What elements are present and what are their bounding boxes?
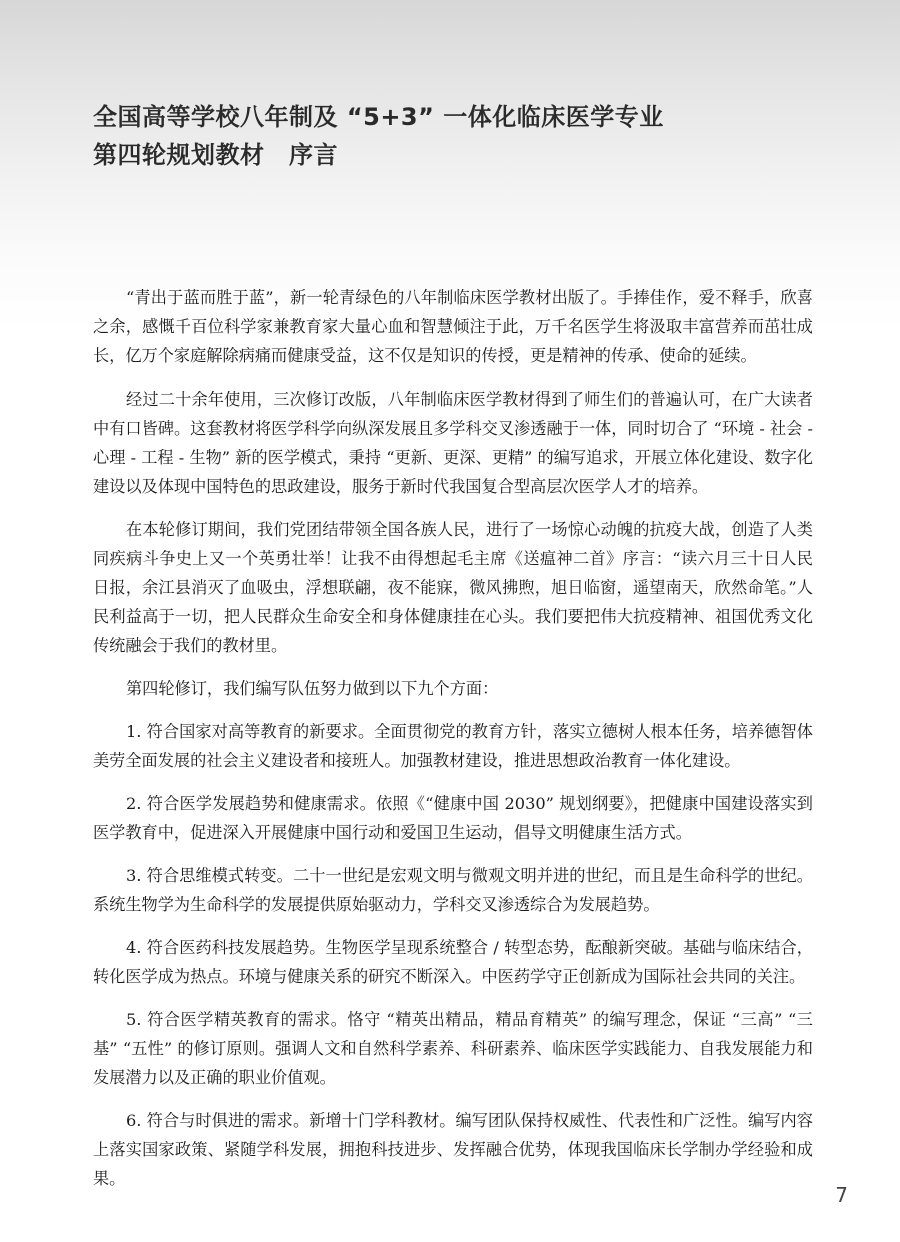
preface-body <box>93 283 813 1207</box>
preface-header <box>93 98 853 174</box>
page-title-line-2: 第四轮规划教材 序言 <box>93 141 338 169</box>
paragraph-aspects-lead: 第四轮修订，我们编写队伍努力做到以下九个方面： <box>126 679 499 698</box>
list-item-4: 4. 符合医药科技发展趋势。生物医学呈现系统整合 / 转型态势，酝酿新突破。基础与临床结合，转化医学成为热点。环境与健康关系的研究不断深入。中医药学守正创新成为国际社会共同的关注。 <box>93 938 813 986</box>
list-item-3: 3. 符合思维模式转变。二十一世纪是宏观文明与微观文明并进的世纪，而且是生命科学的世纪。系统生物学为生命科学的发展提供原始驱动力，学科交叉渗透综合为发展趋势。 <box>93 866 813 914</box>
page-title-line-1: 全国高等学校八年制及 “5+3” 一体化临床医学专业 <box>93 103 664 131</box>
list-item-5: 5. 符合医学精英教育的需求。恪守 “精英出精品，精品育精英” 的编写理念，保证 “三高” “三基” “五性” 的修订原则。强调人文和自然科学素养、科研素养、临床医学实践能力、自我发展能力和发展潜力以及正确的职业价值观。 <box>93 1010 813 1087</box>
paragraph-history: 经过二十余年使用，三次修订改版，八年制临床医学教材得到了师生们的普遍认可，在广大读者中有口皆碑。这套教材将医学科学向纵深发展且多学科交叉渗透融于一体，同时切合了 “环境 - 社会 - 心理 - 工程 - 生物” 新的医学模式，秉持 “更新、更深、更精” 的编写追求，开展立体化建设、数字化建设以及体现中国特色的思政建设，服务于新时代我国复合型高层次医学人才的培养。 <box>93 390 813 496</box>
paragraph-pandemic: 在本轮修订期间，我们党团结带领全国各族人民，进行了一场惊心动魄的抗疫大战，创造了人类同疾病斗争史上又一个英勇壮举！让我不由得想起毛主席《送瘟神二首》序言：“读六月三十日人民日报，余江县消灭了血吸虫，浮想联翩，夜不能寐，微风拂煦，旭日临窗，遥望南天，欣然命笔。”人民利益高于一切，把人民群众生命安全和身体健康挂在心头。我们要把伟大抗疫精神、祖国优秀文化传统融会于我们的教材里。 <box>93 520 813 655</box>
list-item-1: 1. 符合国家对高等教育的新要求。全面贯彻党的教育方针，落实立德树人根本任务，培养德智体美劳全面发展的社会主义建设者和接班人。加强教材建设，推进思想政治教育一体化建设。 <box>93 722 813 770</box>
list-item-2: 2. 符合医学发展趋势和健康需求。依照《“健康中国 2030” 规划纲要》，把健康中国建设落实到医学教育中，促进深入开展健康中国行动和爱国卫生运动，倡导文明健康生活方式。 <box>93 794 813 842</box>
paragraph-intro: “青出于蓝而胜于蓝”，新一轮青绿色的八年制临床医学教材出版了。手捧佳作，爱不释手，欣喜之余，感慨千百位科学家兼教育家大量心血和智慧倾注于此，万千名医学生将汲取丰富营养而茁壮成长，亿万个家庭解除病痛而健康受益，这不仅是知识的传授，更是精神的传承、使命的延续。 <box>93 288 813 365</box>
list-item-6: 6. 符合与时俱进的需求。新增十门学科教材。编写团队保持权威性、代表性和广泛性。编写内容上落实国家政策、紧随学科发展，拥抱科技进步、发挥融合优势，体现我国临床长学制办学经验和成果。 <box>93 1111 813 1188</box>
page-number: 7 <box>835 1183 848 1207</box>
